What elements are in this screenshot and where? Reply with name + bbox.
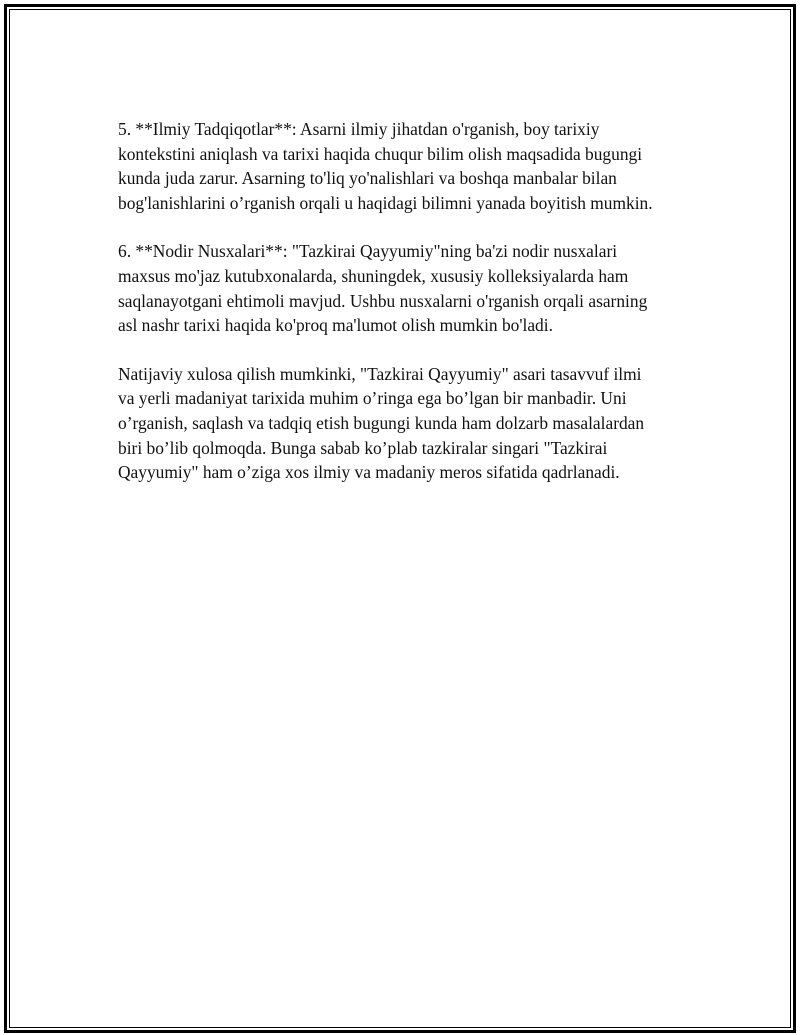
paragraph-conclusion: Natijaviy xulosa qilish mumkinki, "Tazkirai Qayyumiy" asari tasavvuf ilmi va yerli madaniyat tarixida muhim o’ringa ega bo’lgan bir manbadir. Uni o’rganish, saqlash va tadqiq etish bugungi kunda ham dolzarb masalalardan biri bo’lib qolmoqda. Bunga sabab ko’plab tazkiralar singari "Tazkirai Qayyumiy" ham o’ziga xos ilmiy va madaniy meros sifatida qadrlanadi. bbox=[118, 363, 645, 483]
paragraph-rare-copies: 6. **Nodir Nusxalari**: "Tazkirai Qayyumiy"ning ba'zi nodir nusxalari maxsus mo'jaz kutubxonalarda, shuningdek, xususiy kolleksiyalarda ham saqlanayotgani ehtimoli mavjud. Ushbu nusxalarni o'rganish orqali asarning asl nashr tarixi haqida ko'proq ma'lumot olish mumkin bo'ladi. bbox=[118, 241, 648, 336]
paragraph-scientific-research: 5. **Ilmiy Tadqiqotlar**: Asarni ilmiy jihatdan o'rganish, boy tarixiy kontekstini aniqlash va tarixi haqida chuqur bilim olish maqsadida bugungi kunda juda zarur. Asarning to'liq yo'nalishlari va boshqa manbalar bilan bog'lanishlarini o’rganish orqali u haqidagi bilimni yanada boyitish mumkin. bbox=[118, 119, 653, 213]
document-body bbox=[118, 117, 693, 509]
